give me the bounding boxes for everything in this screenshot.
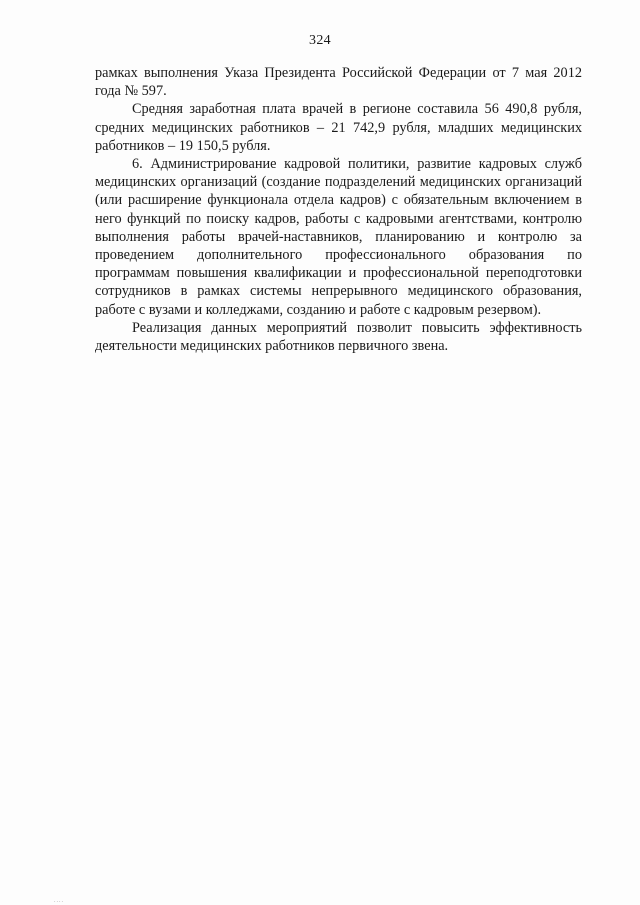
scan-mark: .... — [54, 898, 64, 904]
paragraph-salary: Средняя заработная плата врачей в регионе составила 56 490,8 рубля, средних медицинских работников – 21 742,9 рубля, младших медицинских работников – 19 150,5 рубля. — [95, 101, 582, 154]
page-number: 324 — [309, 33, 331, 48]
paragraph-conclusion: Реализация данных мероприятий позволит повысить эффективность деятельности медицинских работников первичного звена. — [95, 319, 582, 355]
document-body — [95, 64, 582, 355]
paragraph-hr-policy: 6. Администрирование кадровой политики, развитие кадровых служб медицинских организаций (создание подразделений медицинских организаций (или расширение функционала отдела кадров) с обязательным включением в него функций по поиску кадров, работы с кадровыми агентствами, контролю выполнения работы врачей-наставников, планированию и контролю за проведением дополнительного профессионального образования по программам повышения квалификации и профессиональной переподготовки сотрудников в рамках системы непрерывного медицинского образования, работе с вузами и колледжами, созданию и работе с кадровым резервом). — [95, 156, 582, 318]
paragraph-continuation: рамках выполнения Указа Президента Российской Федерации от 7 мая 2012 года № 597. — [95, 65, 582, 100]
